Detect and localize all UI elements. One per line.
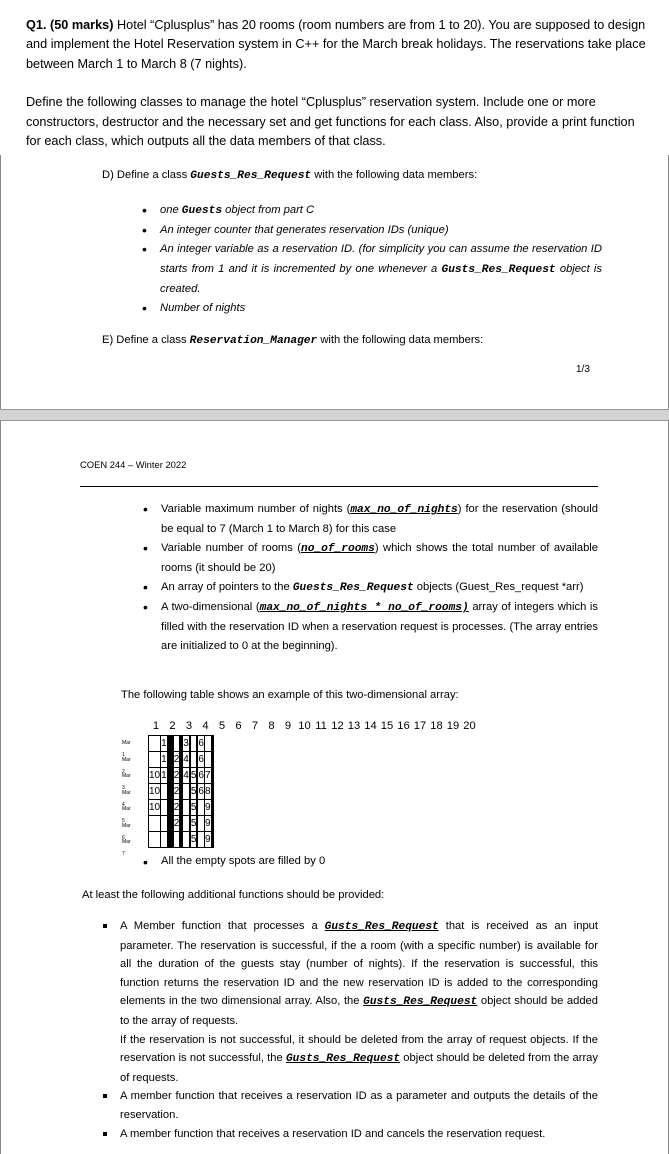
paragraph: [120, 917, 598, 1031]
list-item: [102, 917, 598, 1087]
text: A member function that receives a reservation ID as a parameter and outputs the details of the reservation.: [120, 1090, 598, 1121]
table-row: [149, 800, 214, 816]
code: Gusts_Res_Request: [441, 263, 556, 276]
table-intro: The following table shows an example of this two-dimensional array:: [121, 689, 459, 701]
text: A member function that receives a reservation ID and cancels the reservation request.: [120, 1127, 546, 1140]
column-header: 16: [397, 720, 410, 732]
part-e-prefix: E) Define a class: [102, 334, 190, 346]
table-cell: 5: [190, 816, 197, 832]
column-header: 13: [347, 720, 361, 732]
list-item: [102, 1125, 598, 1144]
text: ) for the reservation (should be equal to 7 (March 1 to March 8) for this case: [161, 503, 598, 535]
table-cell: [212, 736, 213, 752]
text: object from part C: [222, 204, 315, 216]
list-item: [142, 240, 602, 299]
functions-list: [102, 917, 598, 1143]
column-header: 19: [446, 720, 460, 732]
table-row: [149, 784, 214, 800]
table-cell: [149, 736, 161, 752]
table-cell: 6: [198, 768, 205, 784]
code: Gusts_Res_Request: [363, 996, 478, 1009]
table-cell: 8: [204, 784, 211, 800]
page-number: 1/3: [576, 364, 590, 375]
table-cell: 6: [198, 736, 205, 752]
column-header: 12: [331, 720, 344, 732]
part-e-list: [143, 500, 598, 656]
column-header: 17: [413, 720, 427, 732]
table-cell: 1: [161, 752, 168, 768]
column-header: 18: [430, 720, 443, 732]
column-header: 8: [268, 720, 275, 732]
table-cell: 10: [149, 784, 161, 800]
text: object is created.: [160, 262, 602, 295]
text: object should be deleted from the array of requests.: [120, 1052, 598, 1084]
text: one: [160, 204, 182, 216]
code: max_no_of_nights * no_of_rooms): [259, 602, 469, 614]
table-cell: [212, 832, 213, 848]
table-cell: 4: [183, 752, 190, 768]
row-labels: [122, 737, 131, 857]
reservation-table: [148, 735, 214, 848]
zero-note: [143, 855, 325, 867]
part-d-class-name: Guests_Res_Request: [190, 170, 312, 182]
table-row: [149, 768, 214, 784]
column-header: 11: [315, 720, 327, 732]
table-cell: 3: [183, 736, 190, 752]
table-cell: 10: [149, 800, 161, 816]
text: A two-dimensional (: [161, 601, 260, 613]
list-item: [143, 500, 598, 539]
column-header: 7: [251, 720, 259, 732]
column-header: 14: [364, 720, 377, 732]
classes-paragraph: Define the following classes to manage the hotel “Cplusplus” reservation system. Include one or more constructors, destructor and the necessary set and get functions for each class. Also, provide a print function for each class, which outputs all the data members of that class.: [26, 95, 635, 149]
code: Guests: [181, 205, 223, 217]
row-label: Mar 1: [122, 740, 131, 758]
part-d-suffix: with the following data members:: [311, 169, 478, 181]
table-cell: 7: [204, 768, 211, 784]
code: Gusts_Res_Request: [324, 921, 439, 933]
code: Guests_Res_Request: [292, 582, 414, 594]
text: An integer variable as a reservation ID. (for simplicity you can assume the reservation ID starts from 1 and it is incremented by one whenever a: [160, 243, 602, 275]
row-label: Mar 7: [122, 839, 131, 857]
table-cell: [212, 800, 213, 816]
table-cell: 1: [161, 736, 168, 752]
part-e-heading: [102, 334, 483, 347]
list-item: [142, 221, 602, 240]
question-intro: [26, 16, 646, 151]
row-label: Mar 6: [122, 822, 131, 841]
column-header: 6: [235, 720, 242, 732]
part-d-prefix: D) Define a class: [102, 169, 191, 181]
column-header: 9: [284, 720, 292, 732]
page-header: COEN 244 – Winter 2022: [80, 459, 187, 470]
row-label: Mar 5: [122, 806, 131, 824]
code: max_no_of_nights: [350, 504, 458, 516]
table-row: [149, 816, 214, 832]
table-cell: 10: [149, 768, 161, 784]
text: objects (Guest_Res_request *arr): [413, 581, 584, 593]
table-cell: 2: [173, 816, 180, 832]
table-cell: 5: [190, 768, 197, 784]
question-label: Q1. (50 marks): [26, 18, 114, 32]
additional-functions-heading: At least the following additional functions should be provided:: [82, 889, 385, 901]
text: ) which shows the total number of available rooms (it should be 20): [161, 542, 598, 574]
column-header: 5: [218, 720, 226, 732]
text: A Member function that processes a: [120, 920, 325, 932]
part-d-list: [142, 201, 602, 318]
paragraph: [120, 1031, 598, 1088]
text: array of integers which is filled with the reservation ID when a reservation request is processes. (The array entries are initialized to 0 at the beginning).: [161, 601, 599, 652]
column-header: 20: [463, 720, 476, 732]
text: An array of pointers to the: [161, 581, 293, 593]
table-cell: 5: [190, 784, 197, 800]
text: An integer counter that generates reservation IDs (unique): [160, 224, 449, 237]
table-cell: [212, 784, 213, 800]
table-row: [149, 752, 214, 768]
part-d-heading: [102, 169, 477, 182]
column-header: 1: [152, 720, 160, 732]
table-row: [149, 832, 214, 848]
table-cell: 2: [173, 768, 180, 784]
table-cell: 5: [190, 832, 197, 848]
row-label: Mar 4: [122, 789, 131, 808]
text: Number of nights: [160, 302, 246, 315]
zero-note-text: All the empty spots are filled by 0: [161, 855, 326, 867]
table-cell: 4: [183, 768, 190, 784]
table-cell: 9: [204, 816, 211, 832]
table-cell: 6: [198, 784, 205, 800]
column-header: 15: [380, 720, 394, 732]
list-item: [102, 1087, 598, 1124]
question-paragraph: [26, 16, 646, 74]
list-item: [142, 299, 602, 318]
text: Variable maximum number of nights (: [161, 503, 351, 515]
part-e-suffix: with the following data members:: [317, 334, 484, 346]
code: Gusts_Res_Request: [285, 1053, 401, 1066]
table-cell: 5: [190, 800, 197, 816]
table-cell: 2: [173, 784, 180, 800]
table-cell: [212, 816, 213, 832]
column-header: 4: [202, 720, 209, 732]
list-item: [142, 201, 602, 221]
table-cell: [212, 768, 213, 784]
code: no_of_rooms: [301, 543, 375, 555]
header-rule: [80, 486, 598, 487]
table-cell: 9: [204, 832, 211, 848]
list-item: [143, 539, 598, 578]
table-cell: 9: [204, 800, 211, 816]
text: that is received as an input parameter. The reservation is successful, if the a room (with a specific number) is available for all the duration of the guests stay (number of nights). If the reservation is successful, this function returns the reservation ID and the new reservation ID is added to the corresponding elements in the two dimensional array. Also, the: [120, 920, 598, 1008]
column-header: 2: [169, 720, 176, 732]
list-item: [143, 598, 598, 656]
column-headers: [118, 720, 608, 736]
table-cell: [149, 816, 161, 832]
text: object should be added to the array of requests.: [120, 995, 599, 1027]
column-header: 10: [298, 720, 311, 732]
table-cell: [149, 832, 161, 848]
row-label: Mar 3: [122, 773, 131, 791]
table-cell: 2: [173, 752, 180, 768]
table-cell: 1: [161, 768, 168, 784]
text: Variable number of rooms (: [161, 542, 301, 554]
row-label: Mar 2: [122, 756, 131, 775]
table-row: [149, 736, 214, 752]
column-header: 3: [185, 720, 193, 732]
list-item: [143, 578, 598, 598]
part-e-class-name: Reservation_Manager: [189, 335, 318, 347]
question-text: Hotel “Cplusplus” has 20 rooms (room numbers are from 1 to 20). You are supposed to design and implement the Hotel Reservation system in C++ for the March break holidays. The reservations take place between March 1 to March 8 (7 nights).: [26, 18, 646, 71]
table-cell: 2: [173, 800, 180, 816]
text: If the reservation is not successful, it should be deleted from the array of request objects. If the reservation is not successful, the: [120, 1033, 598, 1065]
table-cell: [149, 752, 161, 768]
table-cell: [212, 752, 213, 768]
table-cell: 6: [198, 752, 205, 768]
